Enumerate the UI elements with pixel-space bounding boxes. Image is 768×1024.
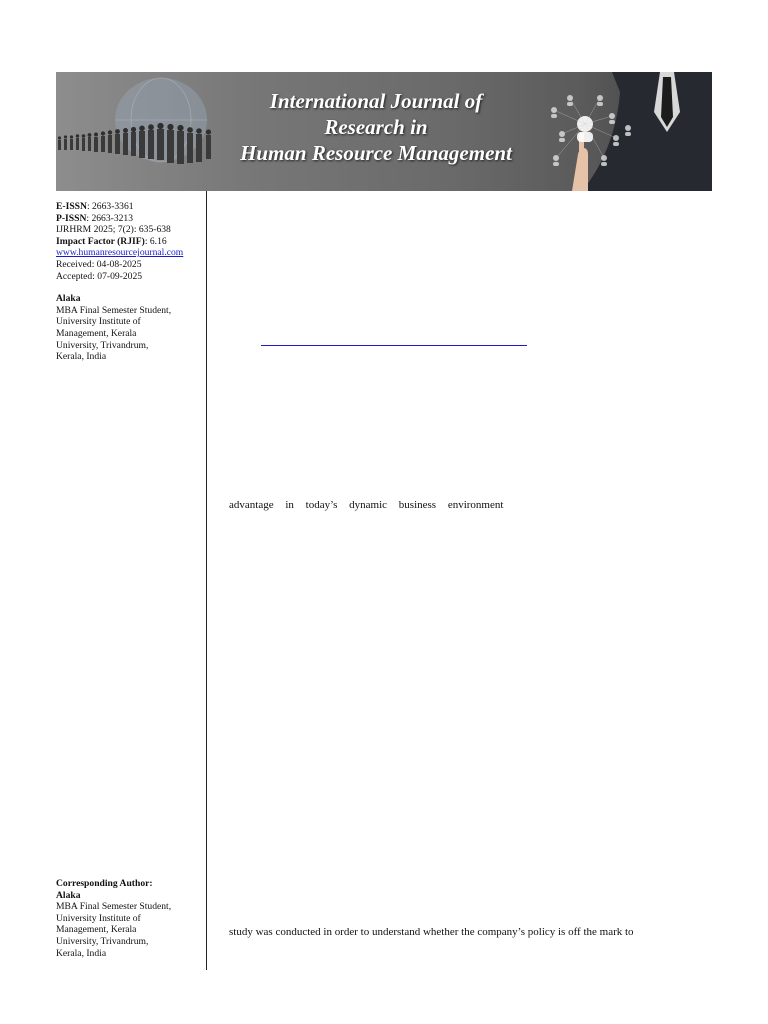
corresponding-name: Alaka — [56, 889, 81, 901]
eissn-value: : 2663-3361 — [86, 201, 134, 212]
pissn — [56, 213, 201, 225]
citation: IJRHRM 2025; 7(2): 635-638 — [56, 224, 171, 236]
author-name: Alaka — [56, 293, 81, 305]
pissn-label: P-ISSN — [56, 212, 87, 224]
author-affiliation-line: University, Trivandrum, — [56, 339, 149, 351]
journal-title-line: Human Resource Management — [240, 141, 512, 165]
journal-title-line: International Journal of — [269, 89, 483, 113]
author-affiliation-line: Management, Kerala — [56, 327, 137, 339]
corresponding-affiliation-line: Management, Kerala — [56, 924, 137, 936]
corresponding-author — [56, 878, 201, 959]
journal-title — [196, 88, 556, 166]
corresponding-affiliation-line: University, Trivandrum, — [56, 935, 149, 947]
impact-factor — [56, 236, 201, 248]
corresponding-affiliation-line: MBA Final Semester Student, — [56, 901, 172, 913]
article-meta — [56, 201, 201, 363]
journal-banner — [56, 72, 712, 191]
corresponding-affiliation-line: Kerala, India — [56, 947, 107, 959]
corresponding-label: Corresponding Author: — [56, 878, 153, 889]
accepted-date: Accepted: 07-09-2025 — [56, 270, 143, 282]
column-divider — [206, 191, 207, 970]
author-affiliation-line: Kerala, India — [56, 351, 107, 363]
body-text-line: advantage in today’s dynamic business environment — [229, 499, 504, 511]
corresponding-affiliation-line: University Institute of — [56, 912, 141, 924]
journal-website-link[interactable]: www.humanresourcejournal.com — [56, 247, 184, 259]
eissn — [56, 201, 201, 213]
pissn-value: : 2663-3213 — [86, 212, 134, 224]
hyperlink-underline[interactable] — [261, 345, 527, 346]
businessman-network-graphic — [542, 72, 712, 191]
journal-title-line: Research in — [324, 115, 428, 139]
author-affiliation-line: University Institute of — [56, 316, 141, 328]
body-text-line: study was conducted in order to understand whether the company’s policy is off the mark to — [229, 926, 634, 938]
received-date: Received: 04-08-2025 — [56, 258, 142, 270]
eissn-label: E-ISSN — [56, 201, 87, 212]
author-affiliation-line: MBA Final Semester Student, — [56, 304, 172, 316]
impact-factor-value: : 6.16 — [144, 235, 167, 247]
impact-factor-label: Impact Factor (RJIF) — [56, 235, 145, 247]
